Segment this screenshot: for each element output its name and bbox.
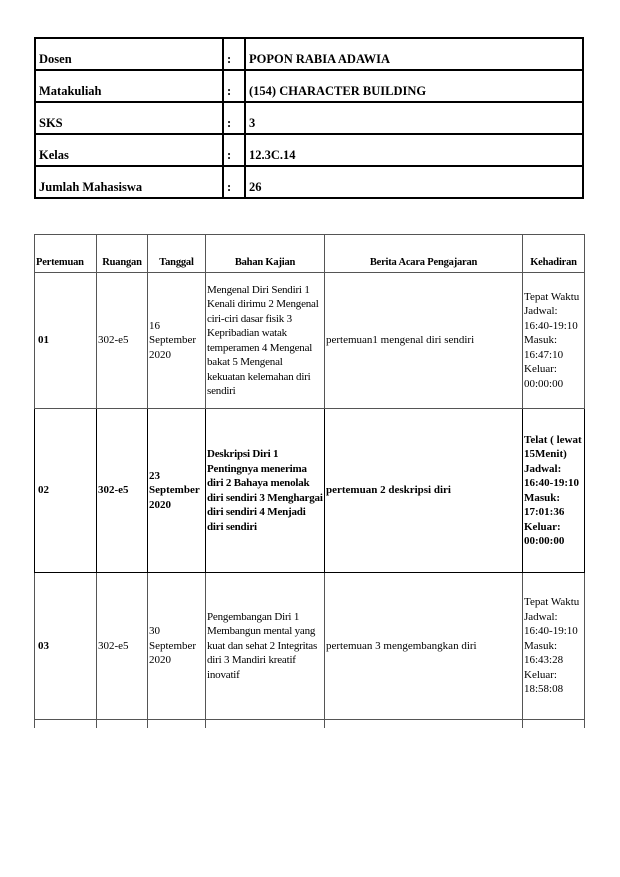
info-label: Jumlah Mahasiswa	[35, 166, 223, 198]
cell-berita-acara: pertemuan1 mengenal diri sendiri	[325, 273, 523, 409]
table-row-continuation	[35, 720, 585, 728]
cell-tanggal: 23 September 2020	[148, 409, 206, 573]
cell-ruangan: 302-e5	[97, 573, 148, 720]
cell-ruangan: 302-e5	[97, 409, 148, 573]
table-row	[35, 573, 585, 720]
attendance-table	[34, 234, 585, 728]
info-separator: :	[223, 102, 245, 134]
info-value: 26	[245, 166, 583, 198]
info-row-sks	[35, 102, 583, 134]
info-value: 12.3C.14	[245, 134, 583, 166]
header-kehadiran: Kehadiran	[523, 235, 585, 273]
header-berita-acara: Berita Acara Pengajaran	[325, 235, 523, 273]
info-row-dosen	[35, 38, 583, 70]
cell-bahan-kajian: Deskripsi Diri 1 Pentingnya menerima diri 2 Bahaya menolak diri sendiri 3 Menghargai diri sendiri 4 Menjadi diri sendiri	[206, 409, 325, 573]
info-row-jumlah-mahasiswa	[35, 166, 583, 198]
header-bahan-kajian: Bahan Kajian	[206, 235, 325, 273]
table-row	[35, 273, 585, 409]
header-pertemuan: Pertemuan	[35, 235, 97, 273]
info-separator: :	[223, 38, 245, 70]
course-info-table	[34, 37, 584, 199]
info-separator: :	[223, 134, 245, 166]
cell-pertemuan: 03	[35, 573, 97, 720]
info-label: SKS	[35, 102, 223, 134]
info-label: Matakuliah	[35, 70, 223, 102]
cell-tanggal: 16 September 2020	[148, 273, 206, 409]
cell-berita-acara: pertemuan 2 deskripsi diri	[325, 409, 523, 573]
info-value: POPON RABIA ADAWIA	[245, 38, 583, 70]
info-value: (154) CHARACTER BUILDING	[245, 70, 583, 102]
info-row-kelas	[35, 134, 583, 166]
cell-pertemuan: 02	[35, 409, 97, 573]
cell-bahan-kajian: Mengenal Diri Sendiri 1 Kenali dirimu 2 Mengenal ciri-ciri dasar fisik 3 Kepribadian watak temperamen 4 Mengenal bakat 5 Mengenal kekuatan kelemahan diri sendiri	[206, 273, 325, 409]
info-separator: :	[223, 166, 245, 198]
info-label: Kelas	[35, 134, 223, 166]
info-value: 3	[245, 102, 583, 134]
cell-kehadiran: Telat ( lewat 15Menit) Jadwal: 16:40-19:10 Masuk: 17:01:36 Keluar: 00:00:00	[523, 409, 585, 573]
cell-pertemuan: 01	[35, 273, 97, 409]
header-tanggal: Tanggal	[148, 235, 206, 273]
info-label: Dosen	[35, 38, 223, 70]
header-ruangan: Ruangan	[97, 235, 148, 273]
cell-bahan-kajian: Pengembangan Diri 1 Membangun mental yang kuat dan sehat 2 Integritas diri 3 Mandiri kreatif inovatif	[206, 573, 325, 720]
cell-ruangan: 302-e5	[97, 273, 148, 409]
info-separator: :	[223, 70, 245, 102]
cell-kehadiran: Tepat Waktu Jadwal: 16:40-19:10 Masuk: 16:47:10 Keluar: 00:00:00	[523, 273, 585, 409]
cell-kehadiran: Tepat Waktu Jadwal: 16:40-19:10 Masuk: 16:43:28 Keluar: 18:58:08	[523, 573, 585, 720]
cell-berita-acara: pertemuan 3 mengembangkan diri	[325, 573, 523, 720]
info-row-matakuliah	[35, 70, 583, 102]
cell-tanggal: 30 September 2020	[148, 573, 206, 720]
table-row	[35, 409, 585, 573]
attendance-header-row	[35, 235, 585, 273]
